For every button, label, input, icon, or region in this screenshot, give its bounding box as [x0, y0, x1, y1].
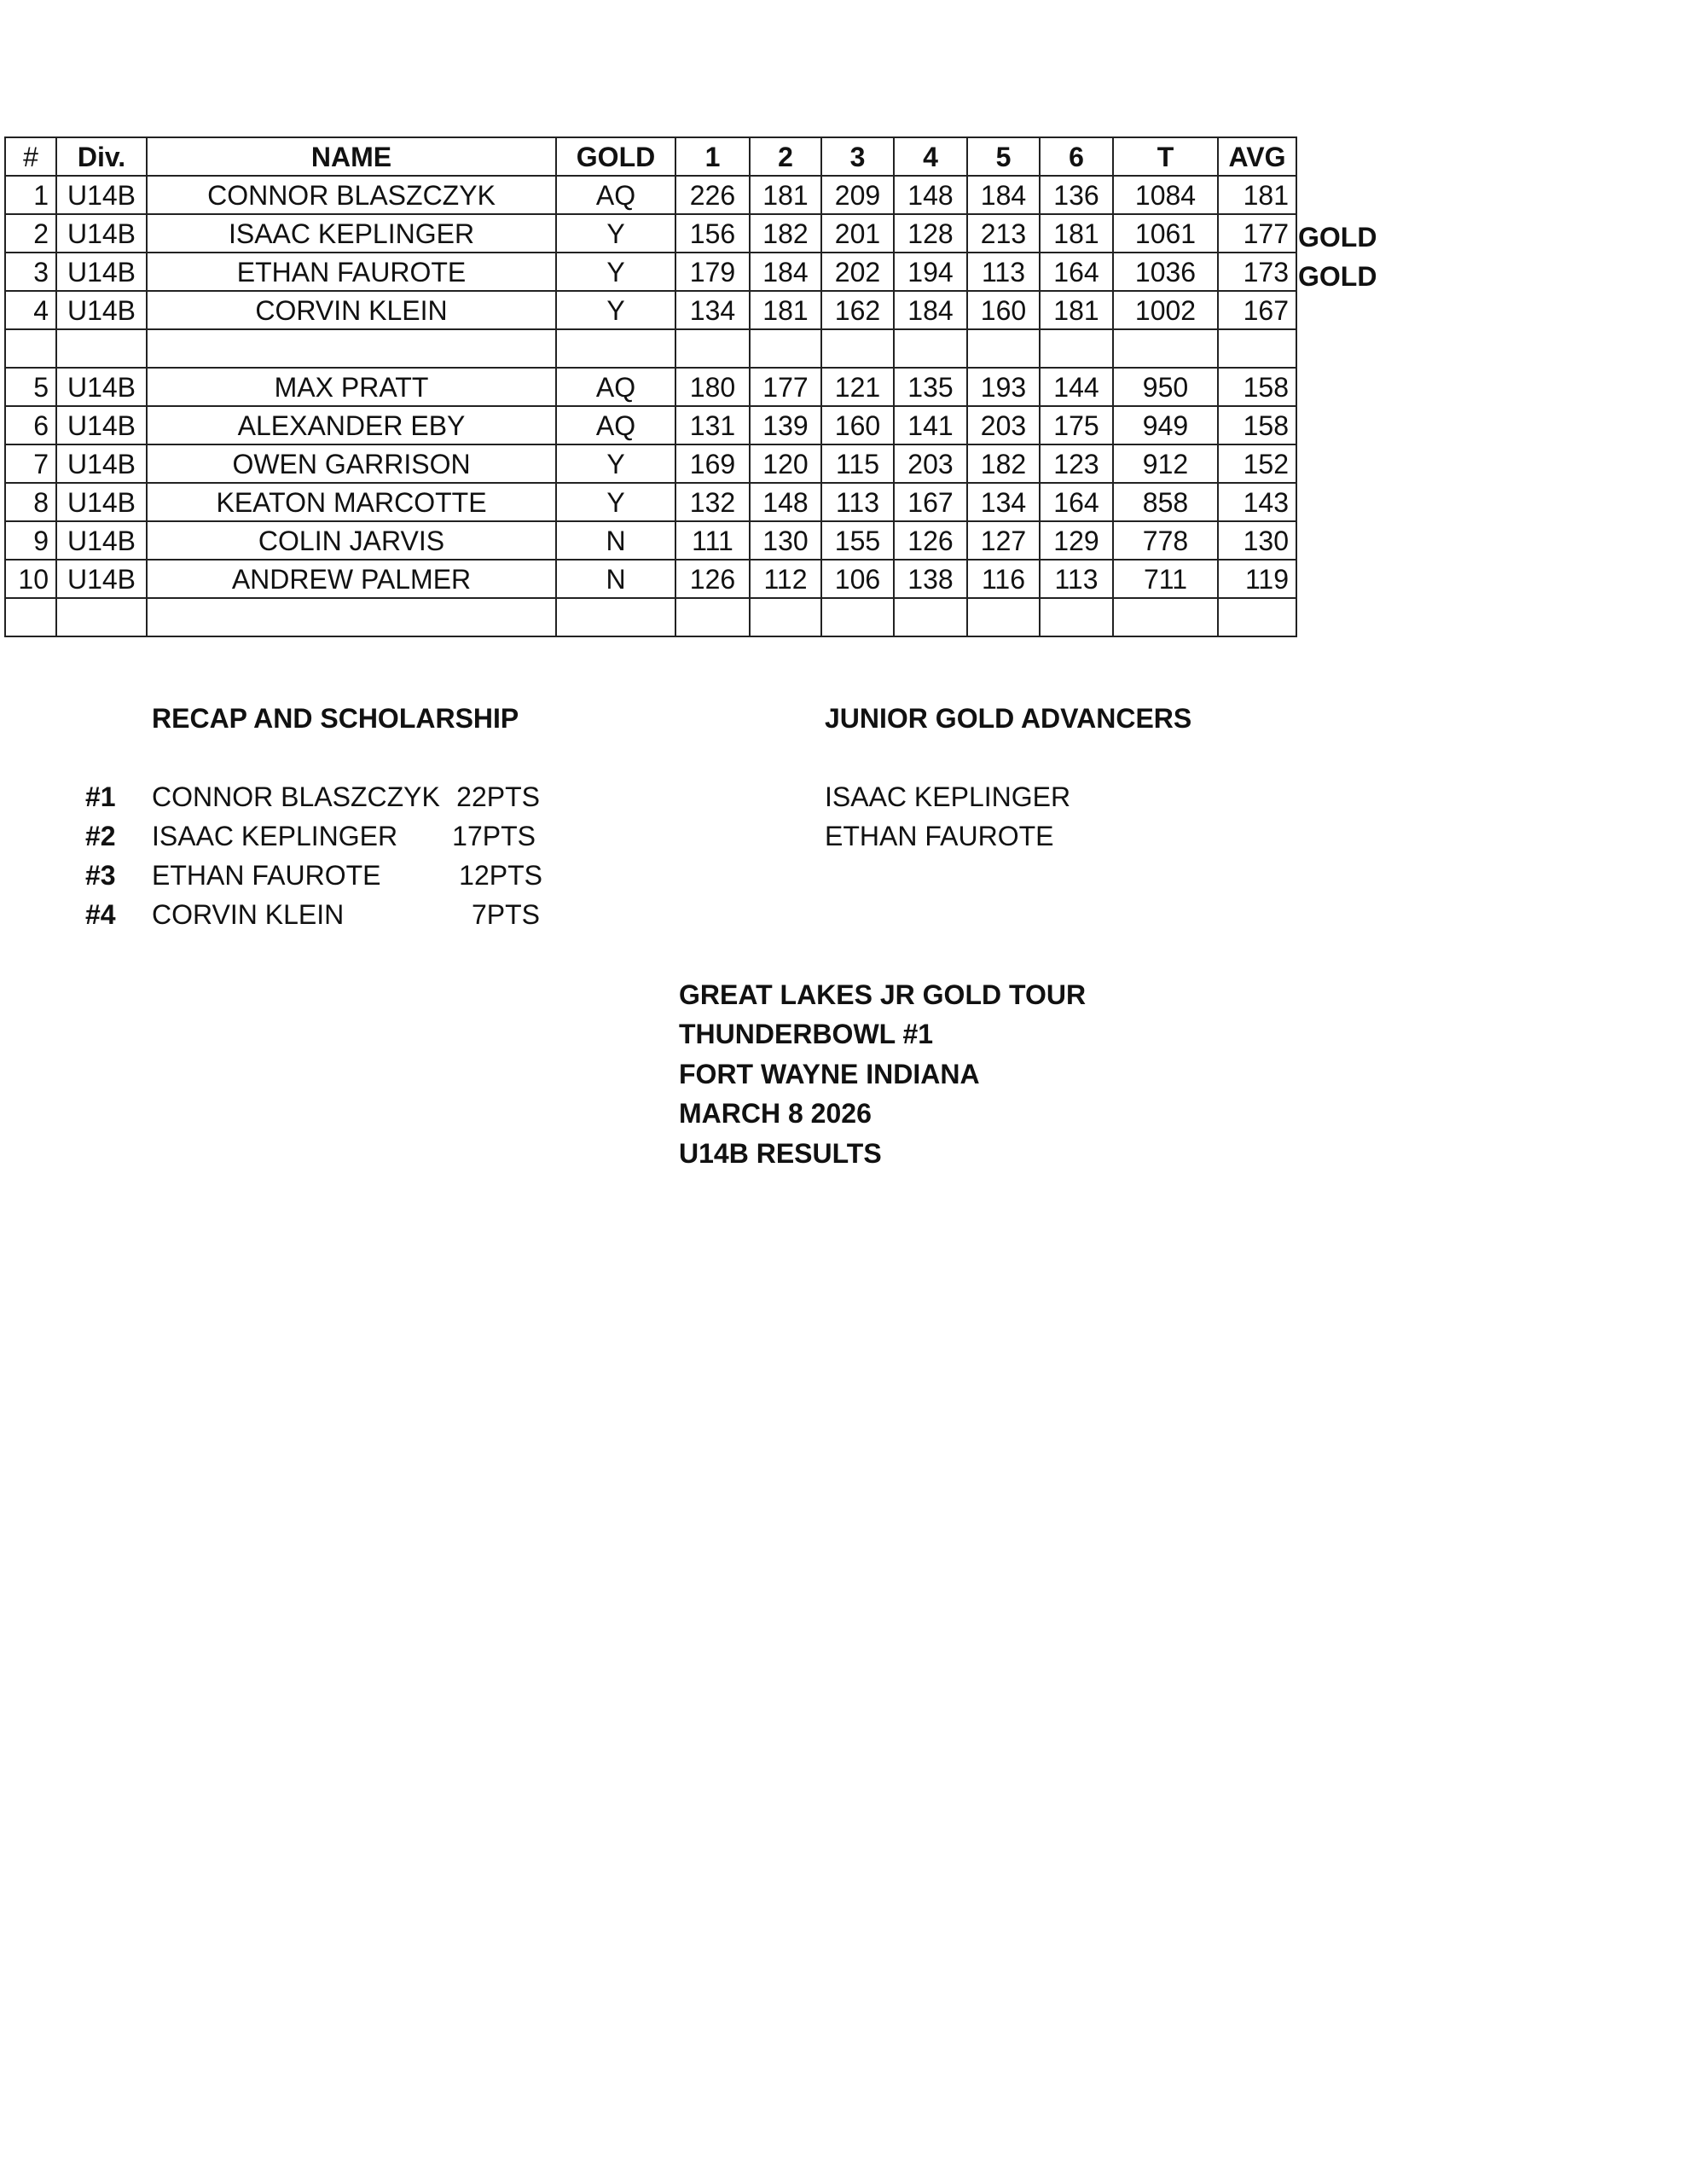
cell-game6: 175 — [1040, 406, 1113, 444]
event-date: MARCH 8 2026 — [679, 1098, 872, 1129]
cell-game4: 194 — [894, 253, 967, 291]
cell-rank: 6 — [5, 406, 56, 444]
recap-item — [0, 822, 597, 857]
cell-game4: 167 — [894, 483, 967, 521]
advancers-heading: JUNIOR GOLD ADVANCERS — [825, 703, 1192, 734]
advancer-name: ISAAC KEPLINGER — [825, 781, 1071, 812]
cell-rank: 1 — [5, 176, 56, 214]
cell-game6: 164 — [1040, 483, 1113, 521]
cell-game2: 139 — [750, 406, 821, 444]
cell-game6: 136 — [1040, 176, 1113, 214]
cell-game3: 115 — [821, 444, 894, 483]
cell-game5: 213 — [967, 214, 1040, 253]
cell-game2: 120 — [750, 444, 821, 483]
gold-tag: GOLD — [1298, 222, 1377, 253]
cell-name: ETHAN FAUROTE — [147, 253, 556, 291]
cell-game5: 127 — [967, 521, 1040, 560]
cell-gold: Y — [556, 214, 675, 253]
col-header-div: Div. — [56, 137, 147, 176]
cell-gold: Y — [556, 483, 675, 521]
recap-rank: #1 — [85, 781, 116, 812]
recap-name: CONNOR BLASZCZYK — [152, 781, 440, 812]
cell-name: MAX PRATT — [147, 368, 556, 406]
cell-avg: 158 — [1218, 368, 1296, 406]
cell-game5: 160 — [967, 291, 1040, 329]
cell-name: ISAAC KEPLINGER — [147, 214, 556, 253]
table-row — [5, 560, 1296, 598]
table-row — [5, 214, 1296, 253]
cell-game6: 129 — [1040, 521, 1113, 560]
cell-game4: 138 — [894, 560, 967, 598]
cell-total: 711 — [1113, 560, 1218, 598]
col-header-rank: # — [5, 137, 56, 176]
recap-rank: #2 — [85, 821, 116, 851]
blank-row — [5, 329, 1296, 368]
cell-total: 1002 — [1113, 291, 1218, 329]
cell-div: U14B — [56, 483, 147, 521]
recap-item — [0, 901, 597, 935]
cell-div: U14B — [56, 521, 147, 560]
cell-div: U14B — [56, 291, 147, 329]
recap-rank: #4 — [85, 899, 116, 930]
recap-name: CORVIN KLEIN — [152, 899, 345, 930]
cell-game6: 181 — [1040, 291, 1113, 329]
cell-game3: 155 — [821, 521, 894, 560]
cell-game3: 106 — [821, 560, 894, 598]
cell-total: 950 — [1113, 368, 1218, 406]
cell-game6: 113 — [1040, 560, 1113, 598]
cell-div: U14B — [56, 214, 147, 253]
cell-game4: 126 — [894, 521, 967, 560]
cell-game1: 132 — [675, 483, 750, 521]
cell-game1: 180 — [675, 368, 750, 406]
cell-avg: 152 — [1218, 444, 1296, 483]
cell-name: CONNOR BLASZCZYK — [147, 176, 556, 214]
cell-div: U14B — [56, 253, 147, 291]
cell-game1: 131 — [675, 406, 750, 444]
cell-game3: 209 — [821, 176, 894, 214]
cell-game1: 226 — [675, 176, 750, 214]
cell-total: 1061 — [1113, 214, 1218, 253]
cell-rank: 10 — [5, 560, 56, 598]
col-header-gold: GOLD — [556, 137, 675, 176]
cell-game2: 177 — [750, 368, 821, 406]
cell-total: 1036 — [1113, 253, 1218, 291]
col-header-name: NAME — [147, 137, 556, 176]
cell-game5: 203 — [967, 406, 1040, 444]
cell-avg: 143 — [1218, 483, 1296, 521]
table-row — [5, 368, 1296, 406]
cell-game1: 169 — [675, 444, 750, 483]
event-location: FORT WAYNE INDIANA — [679, 1059, 980, 1089]
cell-game3: 202 — [821, 253, 894, 291]
cell-name: ANDREW PALMER — [147, 560, 556, 598]
cell-div: U14B — [56, 406, 147, 444]
cell-game2: 184 — [750, 253, 821, 291]
table-row — [5, 483, 1296, 521]
cell-name: KEATON MARCOTTE — [147, 483, 556, 521]
cell-rank: 8 — [5, 483, 56, 521]
cell-gold: Y — [556, 291, 675, 329]
table-row — [5, 176, 1296, 214]
cell-game5: 184 — [967, 176, 1040, 214]
col-header-game6: 6 — [1040, 137, 1113, 176]
recap-item — [0, 783, 597, 817]
cell-game2: 130 — [750, 521, 821, 560]
cell-game3: 162 — [821, 291, 894, 329]
recap-name: ETHAN FAUROTE — [152, 860, 381, 891]
cell-gold: N — [556, 560, 675, 598]
cell-gold: AQ — [556, 176, 675, 214]
cell-game5: 113 — [967, 253, 1040, 291]
cell-avg: 119 — [1218, 560, 1296, 598]
cell-game3: 113 — [821, 483, 894, 521]
table-row — [5, 444, 1296, 483]
recap-points: 12PTS — [459, 860, 542, 891]
cell-game4: 148 — [894, 176, 967, 214]
cell-avg: 130 — [1218, 521, 1296, 560]
recap-points: 22PTS — [456, 781, 540, 812]
cell-game4: 203 — [894, 444, 967, 483]
blank-row — [5, 598, 1296, 636]
cell-game6: 123 — [1040, 444, 1113, 483]
cell-rank: 4 — [5, 291, 56, 329]
cell-rank: 9 — [5, 521, 56, 560]
cell-gold: N — [556, 521, 675, 560]
cell-game3: 201 — [821, 214, 894, 253]
cell-rank: 5 — [5, 368, 56, 406]
recap-points: 17PTS — [452, 821, 536, 851]
cell-game4: 135 — [894, 368, 967, 406]
cell-div: U14B — [56, 560, 147, 598]
table-row — [5, 291, 1296, 329]
cell-avg: 181 — [1218, 176, 1296, 214]
cell-game1: 156 — [675, 214, 750, 253]
table-row — [5, 253, 1296, 291]
cell-avg: 158 — [1218, 406, 1296, 444]
gold-tag: GOLD — [1298, 261, 1377, 292]
cell-game4: 141 — [894, 406, 967, 444]
advancer-name: ETHAN FAUROTE — [825, 821, 1054, 851]
cell-game5: 116 — [967, 560, 1040, 598]
cell-rank: 2 — [5, 214, 56, 253]
cell-game1: 179 — [675, 253, 750, 291]
cell-game2: 148 — [750, 483, 821, 521]
cell-game1: 134 — [675, 291, 750, 329]
event-title: U14B RESULTS — [679, 1138, 882, 1169]
cell-avg: 167 — [1218, 291, 1296, 329]
cell-game3: 160 — [821, 406, 894, 444]
cell-game2: 181 — [750, 176, 821, 214]
cell-name: CORVIN KLEIN — [147, 291, 556, 329]
cell-total: 1084 — [1113, 176, 1218, 214]
cell-name: COLIN JARVIS — [147, 521, 556, 560]
col-header-game3: 3 — [821, 137, 894, 176]
table-row — [5, 521, 1296, 560]
cell-avg: 177 — [1218, 214, 1296, 253]
cell-game4: 128 — [894, 214, 967, 253]
cell-gold: AQ — [556, 368, 675, 406]
cell-total: 912 — [1113, 444, 1218, 483]
cell-game6: 144 — [1040, 368, 1113, 406]
cell-game2: 181 — [750, 291, 821, 329]
recap-rank: #3 — [85, 860, 116, 891]
col-header-game4: 4 — [894, 137, 967, 176]
cell-rank: 7 — [5, 444, 56, 483]
cell-game3: 121 — [821, 368, 894, 406]
recap-points: 7PTS — [471, 899, 540, 930]
event-tour: GREAT LAKES JR GOLD TOUR — [679, 979, 1087, 1010]
cell-gold: Y — [556, 253, 675, 291]
cell-game2: 112 — [750, 560, 821, 598]
cell-div: U14B — [56, 444, 147, 483]
cell-game2: 182 — [750, 214, 821, 253]
cell-total: 858 — [1113, 483, 1218, 521]
results-table — [4, 136, 1297, 637]
cell-total: 778 — [1113, 521, 1218, 560]
cell-game6: 164 — [1040, 253, 1113, 291]
cell-game1: 111 — [675, 521, 750, 560]
cell-gold: Y — [556, 444, 675, 483]
recap-heading: RECAP AND SCHOLARSHIP — [152, 703, 519, 734]
col-header-avg: AVG — [1218, 137, 1296, 176]
cell-game5: 134 — [967, 483, 1040, 521]
col-header-game2: 2 — [750, 137, 821, 176]
cell-total: 949 — [1113, 406, 1218, 444]
cell-div: U14B — [56, 176, 147, 214]
cell-game1: 126 — [675, 560, 750, 598]
cell-name: OWEN GARRISON — [147, 444, 556, 483]
col-header-total: T — [1113, 137, 1218, 176]
cell-avg: 173 — [1218, 253, 1296, 291]
cell-gold: AQ — [556, 406, 675, 444]
cell-game6: 181 — [1040, 214, 1113, 253]
table-row — [5, 406, 1296, 444]
header-row — [5, 137, 1296, 176]
col-header-game1: 1 — [675, 137, 750, 176]
col-header-game5: 5 — [967, 137, 1040, 176]
recap-name: ISAAC KEPLINGER — [152, 821, 398, 851]
cell-game5: 182 — [967, 444, 1040, 483]
cell-game5: 193 — [967, 368, 1040, 406]
cell-game4: 184 — [894, 291, 967, 329]
cell-name: ALEXANDER EBY — [147, 406, 556, 444]
cell-rank: 3 — [5, 253, 56, 291]
recap-item — [0, 862, 597, 896]
event-venue: THUNDERBOWL #1 — [679, 1019, 934, 1049]
cell-div: U14B — [56, 368, 147, 406]
